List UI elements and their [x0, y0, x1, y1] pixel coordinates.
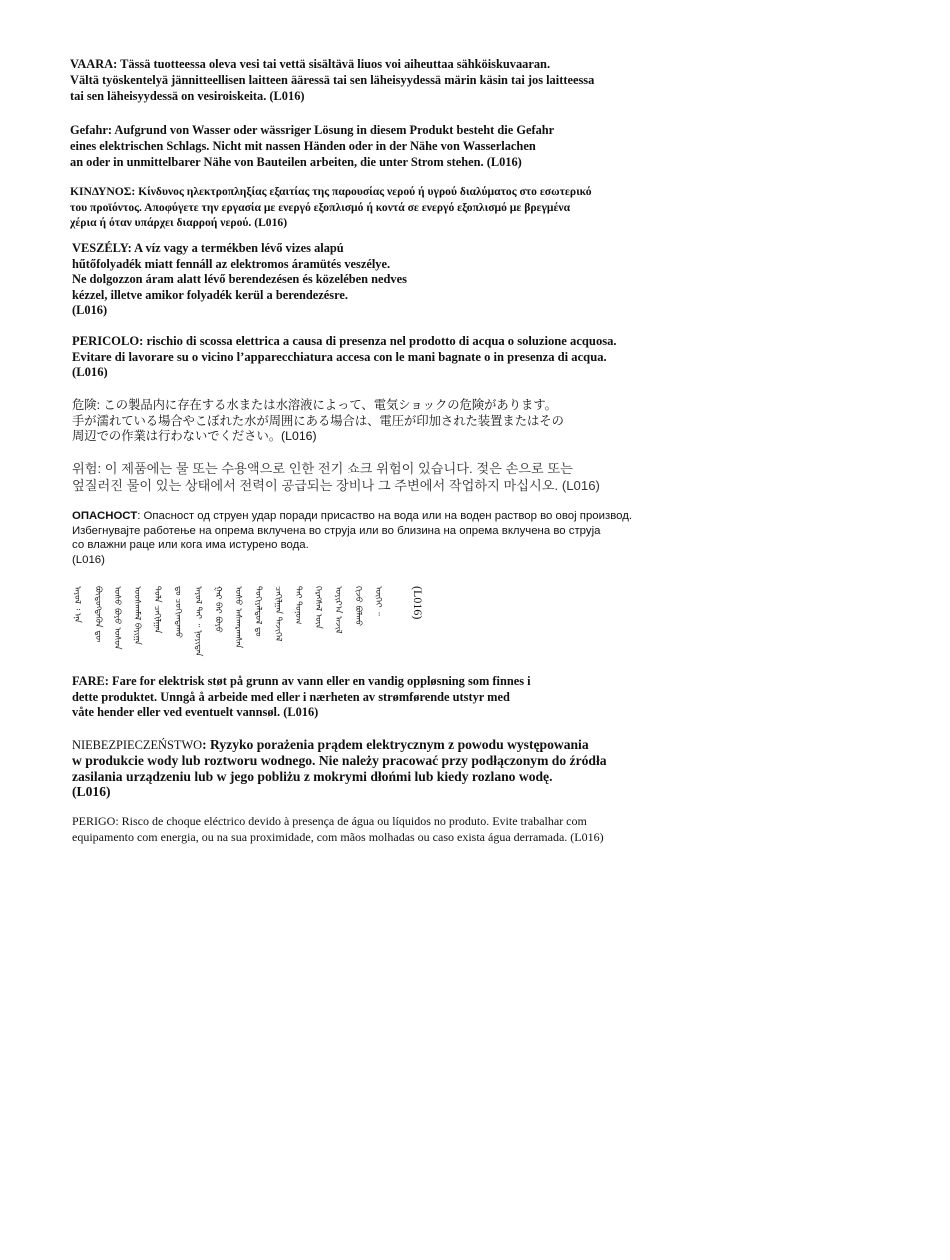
warning-line: (L016): [72, 784, 111, 800]
warning-line: Vältä työskentelyä jännitteellisen laitteen ääressä tai sen läheisyydessä märin käsin tai jos laitteessa: [70, 73, 595, 87]
warning-text: : Ryzyko porażenia prądem elektrycznym z powodu występowania: [202, 737, 589, 752]
mongolian-column: ᠦᠭᠡᠢ ᠃: [373, 586, 383, 616]
warning-line: w produkcie wody lub roztworu wodnego. Nie należy pracować przy podłączonym do źródła: [72, 753, 607, 769]
warning-line: 周辺での作業は行わないでください。(L016): [72, 429, 317, 444]
warning-line: an oder in unmittelbarer Nähe von Bauteilen arbeiten, die unter Strom stehen. (L016): [70, 155, 522, 169]
mongolian-code: (L016): [411, 586, 425, 620]
warning-line: (L016): [72, 365, 108, 380]
warning-line: kézzel, illetve amikor folyadék kerül a berendezésre.: [72, 287, 348, 302]
warning-norwegian: [72, 674, 531, 721]
warning-line: 위험: 이 제품에는 물 또는 수용액으로 인한 전기 쇼크 위험이 있습니다. 젖은 손으로 또는: [72, 461, 573, 476]
warning-line: eines elektrischen Schlags. Nicht mit nassen Händen oder in der Nähe von Wasserlachen: [70, 139, 536, 153]
warning-line: PERICOLO: rischio di scossa elettrica a causa di presenza nel prodotto di acqua o soluzione acquosa.: [72, 334, 617, 348]
warning-macedonian: [72, 509, 632, 567]
warning-line: [72, 509, 632, 524]
warning-line: 엎질러진 물이 있는 상태에서 전력이 공급되는 장비나 그 주변에서 작업하지 마십시오. (L016): [72, 478, 600, 493]
warning-line: Evitare di lavorare su o vicino l’apparecchiatura accesa con le mani bagnate o in presenza di acqua.: [72, 349, 607, 364]
warning-korean: [72, 460, 600, 494]
mongolian-column: ᠲᠤᠯᠠ ᠴᠠᠬᠢᠯᠭᠠᠨ: [152, 586, 162, 634]
mongolian-column: ᠭᠠᠷ ᠪᠡᠷ ᠪᠤᠶᠤ: [213, 586, 223, 633]
warning-line: Ne dolgozzon áram alatt lévő berendezésen és közelében nedves: [72, 272, 407, 287]
warning-mongolian: [70, 586, 430, 666]
mongolian-column: ᠬᠡᠷᠡᠭᠰᠡᠯ ᠦᠨ: [313, 586, 323, 629]
warning-line: ΚΙΝΔΥΝΟΣ: Κίνδυνος ηλεκτροπληξίας εξαιτίας της παρουσίας νερού ή υγρού διαλύματος στο εσωτερικό: [70, 185, 592, 198]
warning-japanese: [72, 398, 564, 445]
warning-line: hűtőfolyadék miatt fennáll az elektromos áramütés veszélye.: [72, 256, 391, 271]
warning-line: tai sen läheisyydessä on vesiroiskeita. (L016): [70, 89, 305, 103]
mongolian-column: ᠳᠤ ᠴᠣᠬᠢᠭᠳᠠᠬᠤ: [173, 586, 183, 639]
warning-hungarian: [72, 241, 407, 319]
mongolian-column: ᠠᠶᠤᠯ ᠄ ᠡᠨᠡ: [72, 586, 82, 623]
warning-line: våte hender eller ved eventuelt vannsøl. (L016): [72, 705, 319, 720]
warning-line: (L016): [72, 303, 108, 318]
mongolian-column: ᠤᠤᠰᠬᠠᠮᠠᠯ ᠪᠠᠶᠢᠭᠠ: [132, 586, 142, 645]
warning-german: [70, 122, 554, 170]
warning-head: ОПАСНОСТ: [72, 510, 138, 522]
warning-line: equipamento com energia, ou na sua proximidade, com mãos molhadas ou caso exista água derramada. (L016): [72, 829, 604, 844]
warning-line: 危険: この製品内に存在する水または水溶液によって、電気ショックの危険があります。: [72, 398, 557, 412]
warning-text: : Опасност од струен удар поради присаство на вода или на воден раствор во овој производ.: [137, 510, 633, 522]
warning-line: του προϊόντος. Αποφύγετε την εργασία με ενεργό εξοπλισμό ή κοντά σε ενεργό εξοπλισμό με βρεγμένα: [70, 200, 571, 214]
warning-line: со влажни раце или кога има истурено вода.: [72, 539, 309, 552]
warning-line: [72, 737, 607, 753]
warning-head: NIEBEZPIECZEŃSTWO: [72, 738, 203, 752]
mongolian-column: ᠲᠣᠬᠢᠶᠠᠯᠳᠤᠯ ᠳᠤ: [253, 586, 263, 637]
warning-line: dette produktet. Unngå å arbeide med eller i nærheten av strømførende utstyr med: [72, 689, 510, 704]
mongolian-column: ᠠᠶᠤᠯ ᠲᠠᠢ ᠃ ᠨᠣᠶᠢᠲᠠᠨ: [193, 586, 203, 657]
warning-finnish: [70, 56, 594, 104]
mongolian-column: ᠪᠦᠲᠦᠭᠳᠡᠬᠦᠨ ᠳᠦ: [93, 586, 103, 643]
warning-line: (L016): [72, 553, 105, 566]
warning-line: Gefahr: Aufgrund von Wasser oder wässriger Lösung in diesem Produkt besteht die Gefahr: [70, 123, 555, 137]
warning-greek: [70, 184, 592, 231]
warning-line: VESZÉLY: A víz vagy a termékben lévő vizes alapú: [72, 241, 344, 255]
warning-line: FARE: Fare for elektrisk støt på grunn av vann eller en vandig oppløsning som finnes i: [72, 674, 531, 688]
warning-line: 手が濡れている場合やこぼれた水が周囲にある場合は、電圧が印加された装置またはその: [72, 413, 564, 428]
warning-italian: [72, 334, 617, 381]
warning-line: χέρια ή όταν υπάρχει διαρροή νερού. (L016): [70, 216, 288, 229]
warning-line: VAARA: Tässä tuotteessa oleva vesi tai vettä sisältävä liuos voi aiheuttaa sähköiskuvaaran.: [70, 57, 551, 71]
mongolian-column: ᠤᠰᠤ ᠠᠰᠭᠠᠷᠠᠭᠰᠠᠨ: [233, 586, 243, 649]
warning-line: PERIGO: Risco de choque eléctrico devido à presença de água ou líquidos no produto. Evite trabalhar com: [72, 814, 587, 828]
warning-polish: [72, 737, 607, 800]
warning-line: Избегнувајте работење на опрема вклучена во струја или во близина на опрема вклучена во струја: [72, 524, 601, 537]
mongolian-column: ᠤᠰᠤ ᠪᠤᠶᠤ ᠤᠰᠤᠨ: [112, 586, 122, 650]
mongolian-column: ᠲᠠᠢ ᠲᠣᠨᠣᠭ: [293, 586, 303, 625]
mongolian-column: ᠣᠶᠢᠷ᠎ᠠ ᠠᠵᠢᠯ: [333, 586, 343, 634]
warning-portuguese: [72, 814, 604, 845]
warning-line: zasilania urządzeniu lub w jego pobliżu z mokrymi dłońmi lub kiedy rozlano wodę.: [72, 768, 553, 784]
mongolian-column: ᠴᠠᠬᠢᠯᠭᠠᠨ ᠲᠡᠵᠢᠭᠡᠯ: [273, 586, 283, 642]
mongolian-column: ᠬᠢᠵᠦ ᠪᠣᠯᠬᠤ: [353, 586, 363, 627]
